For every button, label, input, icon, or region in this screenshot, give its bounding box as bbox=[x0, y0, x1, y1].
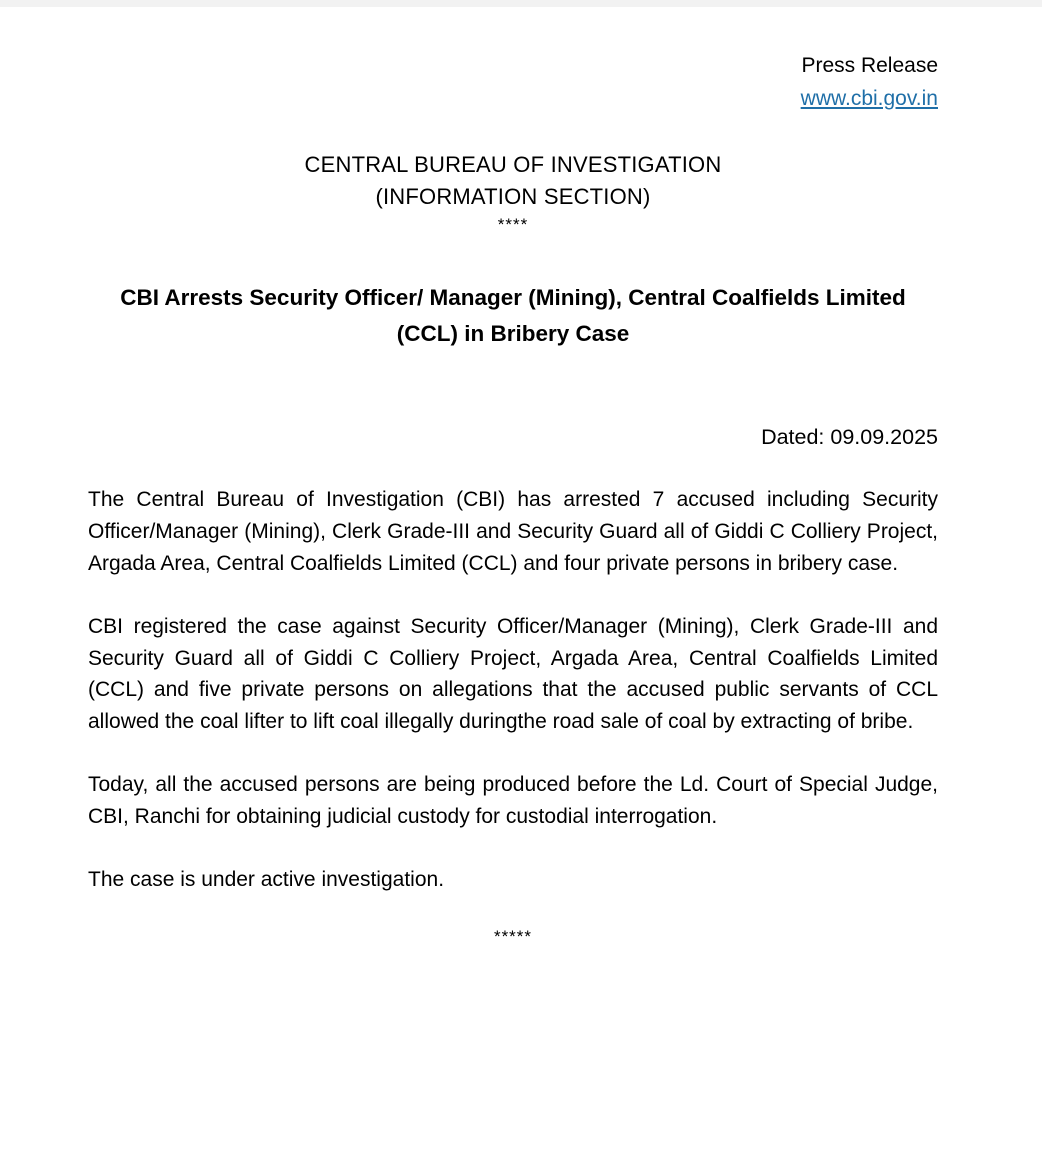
date-line: Dated: 09.09.2025 bbox=[761, 424, 938, 449]
page-title: CBI Arrests Security Officer/ Manager (Mining), Central Coalfields Limited (CCL) in Bribery Case bbox=[120, 285, 906, 347]
body-paragraph: CBI registered the case against Security Officer/Manager (Mining), Clerk Grade-III and Security Guard all of Giddi C Colliery Project, Argada Area, Central Coalfields Limited (CCL) and five private persons on allegations that the accused public servants of CCL allowed the coal lifter to lift coal illegally duringthe road sale of coal by extracting of bribe. bbox=[88, 614, 938, 734]
header-divider-asterisks: **** bbox=[497, 215, 529, 235]
press-release-page bbox=[0, 7, 1042, 1161]
closing-divider-asterisks: ***** bbox=[493, 926, 533, 946]
organization-name: CENTRAL BUREAU OF INVESTIGATION bbox=[304, 151, 722, 177]
organization-heading bbox=[88, 149, 938, 238]
body-paragraph: The case is under active investigation. bbox=[88, 868, 445, 892]
body-paragraph: The Central Bureau of Investigation (CBI) has arrested 7 accused including Security Officer/Manager (Mining), Clerk Grade-III and Security Guard all of Giddi C Colliery Project, Argada Area, Central Coalfields Limited (CCL) and four private persons in bribery case. bbox=[88, 487, 938, 575]
top-edge-strip bbox=[0, 0, 1042, 7]
body-copy bbox=[88, 484, 938, 896]
body-paragraph: Today, all the accused persons are being produced before the Ld. Court of Special Judge, CBI, Ranchi for obtaining judicial custody for custodial interrogation. bbox=[88, 773, 938, 829]
cbi-website-link[interactable]: www.cbi.gov.in bbox=[800, 86, 938, 110]
page-content bbox=[88, 7, 938, 947]
organization-section: (INFORMATION SECTION) bbox=[375, 183, 651, 209]
masthead bbox=[88, 51, 938, 114]
press-release-label: Press Release bbox=[801, 54, 938, 77]
